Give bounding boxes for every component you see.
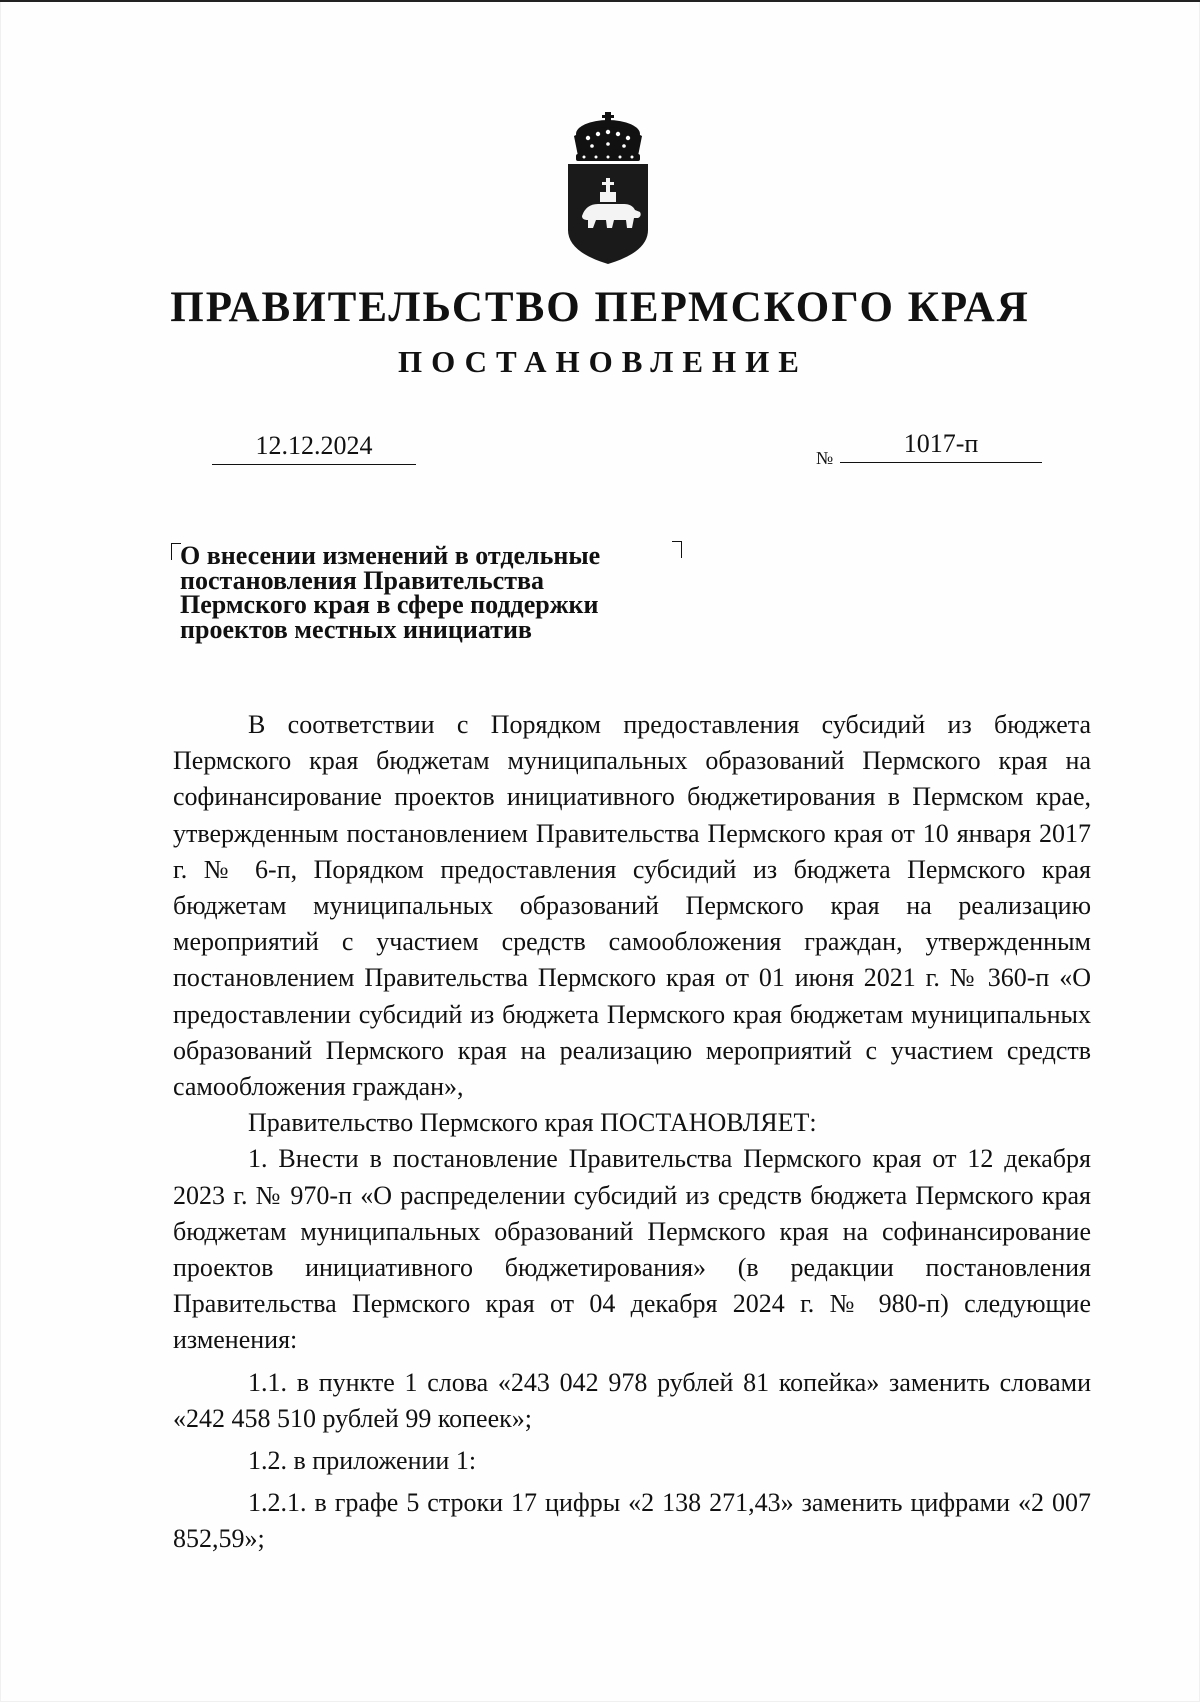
body-paragraph-item-1-2-1: 1.2.1. в графе 5 строки 17 цифры «2 138 271,43» заменить цифрами «2 007 852,59»;	[173, 1488, 1091, 1554]
body-paragraph-item-1-1: 1.1. в пункте 1 слова «243 042 978 рублей 81 копейка» заменить словами «242 458 510 рублей 99 копеек»;	[173, 1367, 1091, 1433]
body-paragraph-item-1-2: 1.2. в приложении 1:	[248, 1446, 477, 1476]
subject-corner-mark-right	[672, 541, 682, 558]
scan-top-edge	[0, 0, 1200, 2]
body-paragraph-resolves: Правительство Пермского края ПОСТАНОВЛЯЕТ:	[248, 1108, 817, 1138]
body-paragraph-preamble: В соответствии с Порядком предоставления субсидий из бюджета Пермского края бюджетам муниципальных образований Пермского края на софинансирование проектов инициативного бюджетирования в Пермском крае, утвержденным постановлением Правительства Пермского края от 10 января 2017 г. № 6-п, Порядком предоставления субсидий из бюджета Пермского края бюджетам муниципальных образований Пермского края на реализацию мероприятий с участием средств самообложения граждан, утвержденным постановлением Правительства Пермского края от 01 июня 2021 г. № 360-п «О предоставлении субсидий из бюджета Пермского края бюджетам муниципальных образований Пермского края на реализацию мероприятий с участием средств самообложения граждан»,	[173, 710, 1091, 1102]
authority-title: ПРАВИТЕЛЬСТВО ПЕРМСКОГО КРАЯ	[170, 284, 1030, 331]
subject-line: постановления Правительства	[180, 565, 544, 595]
document-body	[173, 707, 1091, 1558]
subject-line: проектов местных инициатив	[180, 614, 532, 644]
document-number: 1017-п	[840, 426, 1042, 463]
number-sign: №	[816, 448, 834, 468]
body-paragraph-item-1: 1. Внести в постановление Правительства Пермского края от 12 декабря 2023 г. № 970-п «О распределении субсидий из средств бюджета Пермского края бюджетам муниципальных образований Пермского края на софинансирование проектов инициативного бюджетирования» (в редакции постановления Правительства Пермского края от 04 декабря 2024 г. № 980-п) следующие изменения:	[173, 1144, 1091, 1355]
document-type-title: ПОСТАНОВЛЕНИЕ	[398, 344, 808, 379]
document-subject	[180, 541, 660, 644]
perm-krai-coat-of-arms-icon	[562, 112, 654, 266]
document-date: 12.12.2024	[212, 428, 416, 465]
subject-line: Пермского края в сфере поддержки	[180, 590, 599, 619]
subject-line: О внесении изменений в отдельные	[180, 541, 601, 570]
